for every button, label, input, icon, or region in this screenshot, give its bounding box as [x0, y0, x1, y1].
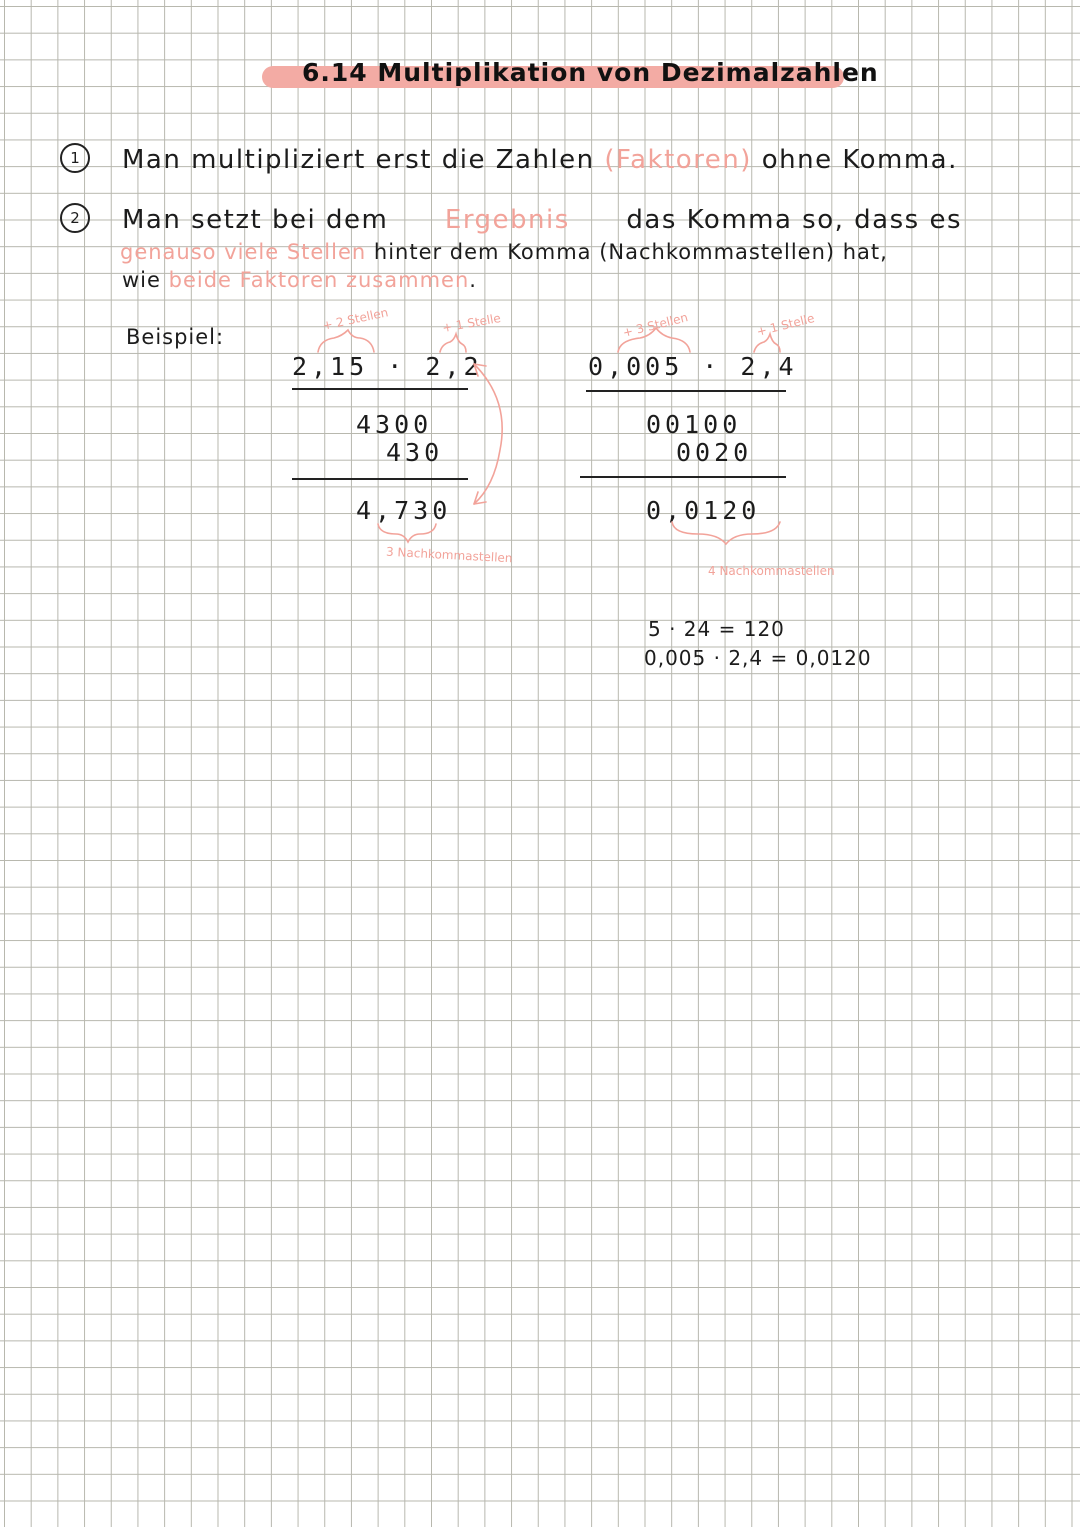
rule-2-line-2-after: hinter dem Komma (Nachkommastellen) hat, — [373, 240, 888, 264]
example-1-brace-factor-2 — [440, 334, 466, 352]
example-1-note-factor-1: + 2 Stellen — [321, 305, 390, 333]
rule-2-line-2-highlight: genauso viele Stellen — [120, 240, 367, 264]
rule-1-highlight: (Faktoren) — [604, 145, 752, 175]
rule-2-line-3-after: . — [469, 268, 477, 292]
rule-2-line-1-after: das Komma so, dass es — [626, 205, 962, 235]
example-2-note-factor-1: + 3 Stellen — [621, 310, 690, 340]
example-1-partial-1: 4300 — [356, 410, 433, 439]
example-2-partial-2: 0020 — [676, 438, 753, 467]
example-1-task: 2,15 · 2,2 — [292, 352, 483, 381]
example-1-curved-arrow — [474, 364, 502, 504]
example-1-note-result: 3 Nachkommastellen — [385, 544, 513, 566]
example-2-brace-factor-2 — [754, 334, 780, 352]
rule-1-before: Man multipliziert erst die Zahlen — [122, 145, 595, 175]
rule-1-number-badge: 1 — [60, 143, 90, 173]
example-1-brace-result — [378, 524, 436, 542]
example-2-task: 0,005 · 2,4 — [588, 352, 798, 381]
rule-2-line-3-highlight: beide Faktoren zusammen — [168, 268, 470, 292]
example-2-brace-factor-1 — [618, 328, 690, 352]
example-2-brace-result — [672, 522, 780, 544]
page-title: 6.14 Multiplikation von Dezimalzahlen — [302, 58, 879, 87]
example-1-brace-factor-1 — [318, 330, 374, 352]
rule-2-line-1-highlight: Ergebnis — [444, 205, 570, 235]
example-1-partial-2: 430 — [386, 438, 444, 467]
example-2-result: 0,0120 — [646, 496, 761, 525]
rule-1-after: ohne Komma. — [761, 145, 958, 175]
example-1-result: 4,730 — [356, 496, 452, 525]
example-1-note-factor-2: + 1 Stelle — [441, 310, 502, 336]
example-2-note-result: 4 Nachkommastellen — [708, 564, 835, 578]
example-2-partial-1: 00100 — [646, 410, 742, 439]
example-2-note-factor-2: + 1 Stelle — [755, 311, 816, 339]
rule-2-number-badge: 2 — [60, 203, 90, 233]
rule-2-line-1-before: Man setzt bei dem — [122, 205, 389, 235]
example-label: Beispiel: — [126, 325, 225, 349]
example-2-check-line-2: 0,005 · 2,4 = 0,0120 — [644, 646, 872, 670]
rule-2-line-3-before: wie — [122, 268, 161, 292]
example-2-check-line-1: 5 · 24 = 120 — [648, 617, 785, 641]
